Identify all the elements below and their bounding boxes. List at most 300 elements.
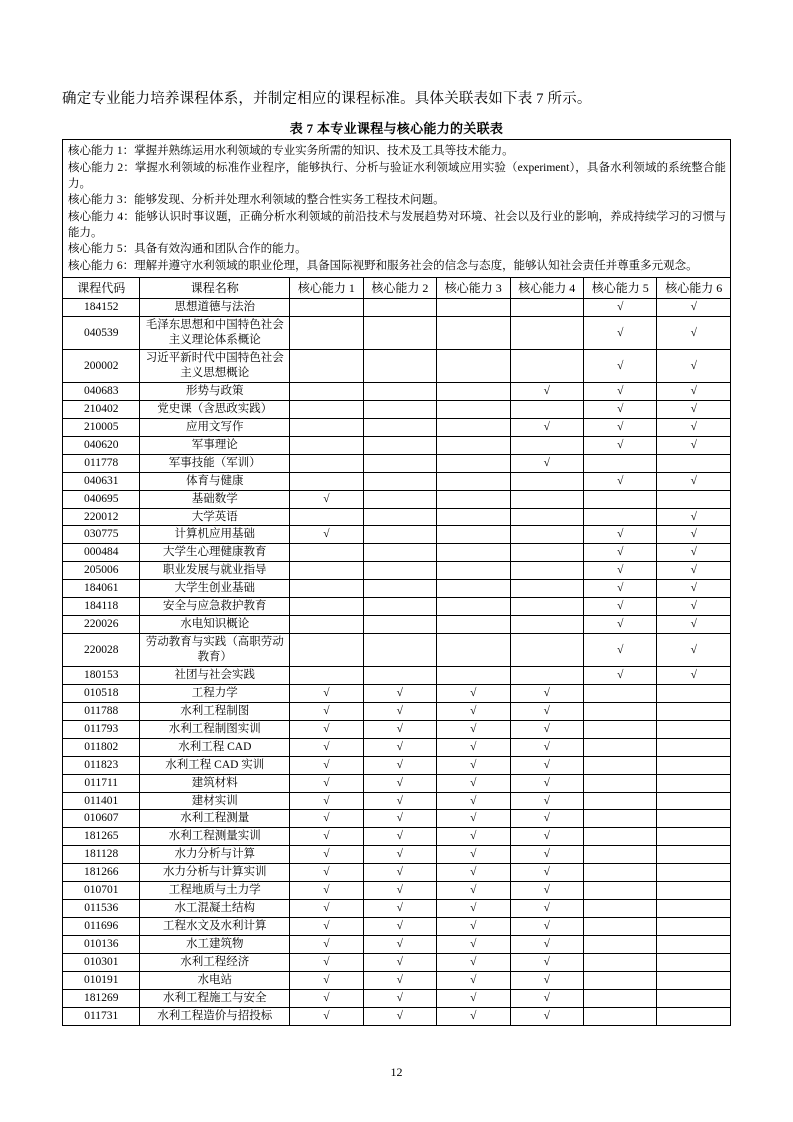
cell-ability-5 (584, 684, 657, 702)
cell-ability-3 (437, 526, 510, 544)
table-row (63, 918, 731, 936)
cell-ability-6 (657, 882, 731, 900)
cell-course-name: 水利工程造价与招投标 (140, 1007, 290, 1025)
header-course-code: 课程代码 (63, 278, 140, 299)
cell-ability-4 (510, 508, 583, 526)
cell-ability-2: √ (363, 756, 436, 774)
intro-paragraph: 确定专业能力培养课程体系，并制定相应的课程标准。具体关联表如下表 7 所示。 (62, 91, 592, 107)
table-row (63, 810, 731, 828)
cell-ability-4 (510, 400, 583, 418)
cell-course-code: 040683 (63, 382, 140, 400)
table-row (63, 684, 731, 702)
cell-ability-5: √ (584, 526, 657, 544)
cell-ability-6: √ (657, 350, 731, 383)
header-ability-1: 核心能力 1 (290, 278, 363, 299)
cell-ability-4: √ (510, 454, 583, 472)
cell-ability-6 (657, 810, 731, 828)
cell-course-name: 水利工程经济 (140, 953, 290, 971)
cell-ability-6 (657, 792, 731, 810)
cell-ability-4: √ (510, 418, 583, 436)
cell-ability-3: √ (437, 792, 510, 810)
cell-ability-2: √ (363, 810, 436, 828)
cell-ability-1: √ (290, 918, 363, 936)
cell-ability-5: √ (584, 350, 657, 383)
cell-ability-3: √ (437, 1007, 510, 1025)
cell-ability-5 (584, 1007, 657, 1025)
cell-course-code: 040620 (63, 436, 140, 454)
cell-ability-4: √ (510, 953, 583, 971)
cell-ability-2: √ (363, 846, 436, 864)
cell-ability-4: √ (510, 971, 583, 989)
cell-ability-4 (510, 580, 583, 598)
cell-ability-6: √ (657, 508, 731, 526)
cell-course-name: 军事技能（军训） (140, 454, 290, 472)
cell-course-code: 181128 (63, 846, 140, 864)
cell-ability-3 (437, 634, 510, 667)
cell-ability-6: √ (657, 666, 731, 684)
cell-ability-3: √ (437, 953, 510, 971)
cell-ability-5 (584, 846, 657, 864)
cell-course-code: 010136 (63, 936, 140, 954)
cell-ability-5: √ (584, 317, 657, 350)
table-row (63, 598, 731, 616)
table-row (63, 350, 731, 383)
table-row (63, 616, 731, 634)
table-row (63, 526, 731, 544)
cell-ability-5: √ (584, 666, 657, 684)
cell-ability-5 (584, 720, 657, 738)
cell-ability-2 (363, 580, 436, 598)
cell-course-name: 水电站 (140, 971, 290, 989)
cell-ability-4 (510, 350, 583, 383)
cell-course-code: 011793 (63, 720, 140, 738)
cell-ability-1 (290, 562, 363, 580)
header-ability-2: 核心能力 2 (363, 278, 436, 299)
cell-course-name: 大学英语 (140, 508, 290, 526)
cell-ability-1 (290, 616, 363, 634)
cell-ability-3 (437, 299, 510, 317)
cell-ability-4: √ (510, 774, 583, 792)
cell-course-name: 水利工程测量 (140, 810, 290, 828)
page-number: 12 (390, 1065, 403, 1079)
cell-course-code: 011778 (63, 454, 140, 472)
core-ability-2: 核心能力 2：掌握水利领域的标准作业程序，能够执行、分析与验证水利领域应用实验（experiment），具备水利领域的系统整合能力。 (68, 161, 726, 191)
cell-ability-2: √ (363, 989, 436, 1007)
cell-ability-1: √ (290, 864, 363, 882)
cell-ability-1 (290, 299, 363, 317)
cell-ability-3: √ (437, 989, 510, 1007)
cell-ability-6 (657, 490, 731, 508)
cell-ability-5: √ (584, 580, 657, 598)
cell-ability-4 (510, 634, 583, 667)
cell-ability-2: √ (363, 684, 436, 702)
cell-ability-2 (363, 454, 436, 472)
cell-ability-4 (510, 317, 583, 350)
cell-ability-3: √ (437, 918, 510, 936)
table-row (63, 436, 731, 454)
cell-course-name: 习近平新时代中国特色社会主义思想概论 (140, 350, 290, 383)
cell-ability-6: √ (657, 317, 731, 350)
core-ability-6: 核心能力 6：理解并遵守水利领域的职业伦理，具备国际视野和服务社会的信念与态度，能够认知社会责任并尊重多元观念。 (68, 259, 698, 272)
cell-ability-4: √ (510, 882, 583, 900)
cell-ability-3: √ (437, 828, 510, 846)
cell-course-name: 计算机应用基础 (140, 526, 290, 544)
cell-ability-5 (584, 936, 657, 954)
cell-ability-6 (657, 918, 731, 936)
cell-course-code: 200002 (63, 350, 140, 383)
cell-ability-3: √ (437, 720, 510, 738)
cell-ability-1 (290, 598, 363, 616)
cell-ability-4: √ (510, 918, 583, 936)
table-row (63, 828, 731, 846)
cell-ability-2: √ (363, 971, 436, 989)
cell-ability-5 (584, 989, 657, 1007)
table-row (63, 720, 731, 738)
table-row (63, 846, 731, 864)
table-row (63, 792, 731, 810)
cell-course-code: 000484 (63, 544, 140, 562)
cell-ability-2 (363, 400, 436, 418)
table-row (63, 562, 731, 580)
cell-ability-6 (657, 702, 731, 720)
cell-ability-2: √ (363, 900, 436, 918)
cell-course-name: 水利工程 CAD (140, 738, 290, 756)
cell-ability-6: √ (657, 598, 731, 616)
cell-ability-1: √ (290, 936, 363, 954)
cell-ability-6 (657, 828, 731, 846)
cell-ability-4: √ (510, 702, 583, 720)
cell-course-code: 181266 (63, 864, 140, 882)
cell-course-code: 181265 (63, 828, 140, 846)
cell-ability-6 (657, 936, 731, 954)
cell-ability-3: √ (437, 774, 510, 792)
cell-ability-3 (437, 418, 510, 436)
core-ability-1: 核心能力 1：掌握并熟练运用水利领域的专业实务所需的知识、技术及工具等技术能力。 (68, 145, 514, 158)
cell-course-name: 水力分析与计算 (140, 846, 290, 864)
cell-ability-2 (363, 317, 436, 350)
cell-ability-1 (290, 400, 363, 418)
cell-ability-6: √ (657, 382, 731, 400)
table-row (63, 317, 731, 350)
cell-ability-5 (584, 953, 657, 971)
cell-course-name: 形势与政策 (140, 382, 290, 400)
cell-course-code: 210402 (63, 400, 140, 418)
cell-ability-6 (657, 953, 731, 971)
cell-ability-1: √ (290, 774, 363, 792)
cell-ability-6: √ (657, 562, 731, 580)
cell-ability-4: √ (510, 720, 583, 738)
cell-ability-6 (657, 774, 731, 792)
table-row (63, 738, 731, 756)
cell-ability-1 (290, 580, 363, 598)
cell-ability-1 (290, 544, 363, 562)
cell-course-code: 011823 (63, 756, 140, 774)
cell-ability-5: √ (584, 299, 657, 317)
cell-ability-4 (510, 562, 583, 580)
course-ability-matrix (62, 277, 731, 1026)
cell-course-code: 011802 (63, 738, 140, 756)
table-row (63, 756, 731, 774)
cell-course-code: 184061 (63, 580, 140, 598)
cell-ability-2: √ (363, 936, 436, 954)
cell-course-name: 思想道德与法治 (140, 299, 290, 317)
table-row (63, 544, 731, 562)
cell-ability-6 (657, 989, 731, 1007)
cell-ability-6: √ (657, 526, 731, 544)
table-row (63, 666, 731, 684)
cell-ability-2: √ (363, 953, 436, 971)
cell-ability-1 (290, 382, 363, 400)
cell-ability-2: √ (363, 882, 436, 900)
cell-course-code: 205006 (63, 562, 140, 580)
table-row (63, 882, 731, 900)
cell-ability-4 (510, 666, 583, 684)
cell-ability-5 (584, 918, 657, 936)
cell-ability-3: √ (437, 971, 510, 989)
cell-ability-3 (437, 382, 510, 400)
cell-ability-4 (510, 436, 583, 454)
cell-course-name: 社团与社会实践 (140, 666, 290, 684)
cell-ability-2 (363, 508, 436, 526)
cell-ability-1: √ (290, 953, 363, 971)
cell-ability-5 (584, 702, 657, 720)
table-header-row (63, 278, 731, 299)
table-row (63, 900, 731, 918)
cell-course-name: 毛泽东思想和中国特色社会主义理论体系概论 (140, 317, 290, 350)
table-row (63, 454, 731, 472)
cell-course-name: 建筑材料 (140, 774, 290, 792)
cell-ability-5: √ (584, 382, 657, 400)
cell-ability-2: √ (363, 864, 436, 882)
cell-ability-5 (584, 828, 657, 846)
cell-ability-5: √ (584, 472, 657, 490)
cell-ability-4: √ (510, 810, 583, 828)
cell-course-code: 180153 (63, 666, 140, 684)
cell-course-name: 水利工程制图实训 (140, 720, 290, 738)
cell-ability-5: √ (584, 544, 657, 562)
table-row (63, 989, 731, 1007)
cell-ability-1: √ (290, 702, 363, 720)
cell-ability-3: √ (437, 702, 510, 720)
cell-ability-6: √ (657, 616, 731, 634)
cell-ability-5 (584, 810, 657, 828)
table-row (63, 382, 731, 400)
cell-ability-4: √ (510, 864, 583, 882)
cell-ability-5 (584, 738, 657, 756)
table-row (63, 936, 731, 954)
cell-ability-5: √ (584, 562, 657, 580)
cell-ability-1 (290, 317, 363, 350)
cell-ability-1 (290, 666, 363, 684)
cell-ability-2 (363, 436, 436, 454)
core-ability-4: 核心能力 4：能够认识时事议题，正确分析水利领域的前沿技术与发展趋势对环境、社会以及行业的影响，养成持续学习的习惯与能力。 (68, 210, 726, 240)
cell-course-code: 010518 (63, 684, 140, 702)
cell-ability-6: √ (657, 580, 731, 598)
cell-course-name: 水工建筑物 (140, 936, 290, 954)
cell-ability-2 (363, 666, 436, 684)
cell-ability-6 (657, 864, 731, 882)
cell-ability-4: √ (510, 792, 583, 810)
cell-course-code: 184152 (63, 299, 140, 317)
cell-ability-2 (363, 598, 436, 616)
cell-course-name: 建材实训 (140, 792, 290, 810)
cell-ability-4 (510, 299, 583, 317)
cell-ability-2: √ (363, 918, 436, 936)
cell-ability-6: √ (657, 544, 731, 562)
cell-ability-1: √ (290, 684, 363, 702)
cell-course-name: 水利工程测量实训 (140, 828, 290, 846)
cell-ability-2: √ (363, 738, 436, 756)
cell-course-name: 应用文写作 (140, 418, 290, 436)
cell-ability-6 (657, 971, 731, 989)
cell-ability-3 (437, 666, 510, 684)
cell-ability-6: √ (657, 400, 731, 418)
cell-ability-5 (584, 900, 657, 918)
cell-ability-3: √ (437, 864, 510, 882)
cell-course-code: 181269 (63, 989, 140, 1007)
cell-ability-2 (363, 299, 436, 317)
cell-ability-5 (584, 508, 657, 526)
cell-ability-4 (510, 616, 583, 634)
cell-ability-3 (437, 400, 510, 418)
cell-ability-3: √ (437, 846, 510, 864)
table-title: 表 7 本专业课程与核心能力的关联表 (289, 121, 504, 137)
cell-course-name: 大学生创业基础 (140, 580, 290, 598)
cell-ability-3: √ (437, 900, 510, 918)
cell-ability-5: √ (584, 616, 657, 634)
cell-ability-1: √ (290, 526, 363, 544)
cell-course-code: 220026 (63, 616, 140, 634)
cell-ability-3 (437, 616, 510, 634)
cell-ability-2 (363, 382, 436, 400)
cell-course-code: 010191 (63, 971, 140, 989)
table-row (63, 472, 731, 490)
cell-course-code: 011401 (63, 792, 140, 810)
cell-ability-1: √ (290, 971, 363, 989)
cell-ability-4: √ (510, 989, 583, 1007)
cell-course-name: 水利工程制图 (140, 702, 290, 720)
cell-course-name: 大学生心理健康教育 (140, 544, 290, 562)
cell-course-code: 210005 (63, 418, 140, 436)
cell-ability-5: √ (584, 634, 657, 667)
core-ability-5: 核心能力 5：具备有效沟通和团队合作的能力。 (68, 243, 307, 256)
cell-course-code: 010607 (63, 810, 140, 828)
cell-ability-5 (584, 792, 657, 810)
cell-ability-5: √ (584, 436, 657, 454)
cell-ability-2: √ (363, 702, 436, 720)
cell-ability-1: √ (290, 792, 363, 810)
cell-course-code: 011536 (63, 900, 140, 918)
cell-ability-3: √ (437, 936, 510, 954)
cell-course-name: 工程地质与土力学 (140, 882, 290, 900)
cell-course-code: 040695 (63, 490, 140, 508)
cell-course-code: 011711 (63, 774, 140, 792)
table-row (63, 400, 731, 418)
cell-ability-2 (363, 526, 436, 544)
cell-ability-4 (510, 526, 583, 544)
cell-ability-6 (657, 756, 731, 774)
cell-course-code: 220012 (63, 508, 140, 526)
cell-ability-4: √ (510, 684, 583, 702)
cell-ability-4 (510, 490, 583, 508)
cell-ability-1 (290, 634, 363, 667)
cell-course-name: 工程水文及水利计算 (140, 918, 290, 936)
cell-course-code: 011696 (63, 918, 140, 936)
cell-ability-4: √ (510, 936, 583, 954)
cell-ability-6: √ (657, 472, 731, 490)
cell-ability-6 (657, 684, 731, 702)
cell-course-name: 军事理论 (140, 436, 290, 454)
cell-ability-2: √ (363, 828, 436, 846)
cell-ability-4: √ (510, 738, 583, 756)
cell-ability-5 (584, 490, 657, 508)
cell-course-name: 党史课（含思政实践） (140, 400, 290, 418)
cell-ability-4 (510, 544, 583, 562)
table-row (63, 953, 731, 971)
cell-course-code: 040539 (63, 317, 140, 350)
cell-course-name: 体育与健康 (140, 472, 290, 490)
header-ability-4: 核心能力 4 (510, 278, 583, 299)
cell-ability-5 (584, 774, 657, 792)
cell-ability-2: √ (363, 774, 436, 792)
header-course-name: 课程名称 (140, 278, 290, 299)
cell-ability-4: √ (510, 1007, 583, 1025)
cell-ability-5 (584, 971, 657, 989)
cell-ability-1: √ (290, 900, 363, 918)
cell-ability-1: √ (290, 720, 363, 738)
cell-course-name: 水力分析与计算实训 (140, 864, 290, 882)
cell-course-name: 安全与应急救护教育 (140, 598, 290, 616)
cell-ability-1: √ (290, 828, 363, 846)
cell-ability-3: √ (437, 810, 510, 828)
cell-ability-1: √ (290, 1007, 363, 1025)
cell-course-name: 工程力学 (140, 684, 290, 702)
cell-ability-4: √ (510, 828, 583, 846)
cell-course-name: 水工混凝土结构 (140, 900, 290, 918)
table-row (63, 299, 731, 317)
cell-course-name: 劳动教育与实践（高职劳动教育） (140, 634, 290, 667)
table-row (63, 634, 731, 667)
cell-ability-1: √ (290, 810, 363, 828)
cell-ability-3 (437, 350, 510, 383)
cell-ability-1: √ (290, 756, 363, 774)
header-ability-5: 核心能力 5 (584, 278, 657, 299)
cell-ability-4: √ (510, 846, 583, 864)
cell-ability-4: √ (510, 900, 583, 918)
cell-ability-1: √ (290, 882, 363, 900)
cell-ability-3: √ (437, 738, 510, 756)
cell-course-code: 030775 (63, 526, 140, 544)
cell-ability-2: √ (363, 1007, 436, 1025)
cell-ability-5: √ (584, 598, 657, 616)
cell-ability-2 (363, 562, 436, 580)
cell-ability-1 (290, 418, 363, 436)
cell-ability-5 (584, 882, 657, 900)
table-row (63, 774, 731, 792)
cell-ability-2: √ (363, 792, 436, 810)
cell-ability-1: √ (290, 989, 363, 1007)
cell-course-name: 水电知识概论 (140, 616, 290, 634)
cell-ability-1 (290, 350, 363, 383)
cell-course-code: 011731 (63, 1007, 140, 1025)
cell-ability-1 (290, 472, 363, 490)
core-ability-3: 核心能力 3：能够发现、分析并处理水利领域的整合性实务工程技术问题。 (68, 194, 445, 207)
cell-ability-1 (290, 508, 363, 526)
cell-ability-6: √ (657, 299, 731, 317)
cell-ability-5 (584, 454, 657, 472)
cell-ability-5: √ (584, 400, 657, 418)
cell-course-code: 010301 (63, 953, 140, 971)
